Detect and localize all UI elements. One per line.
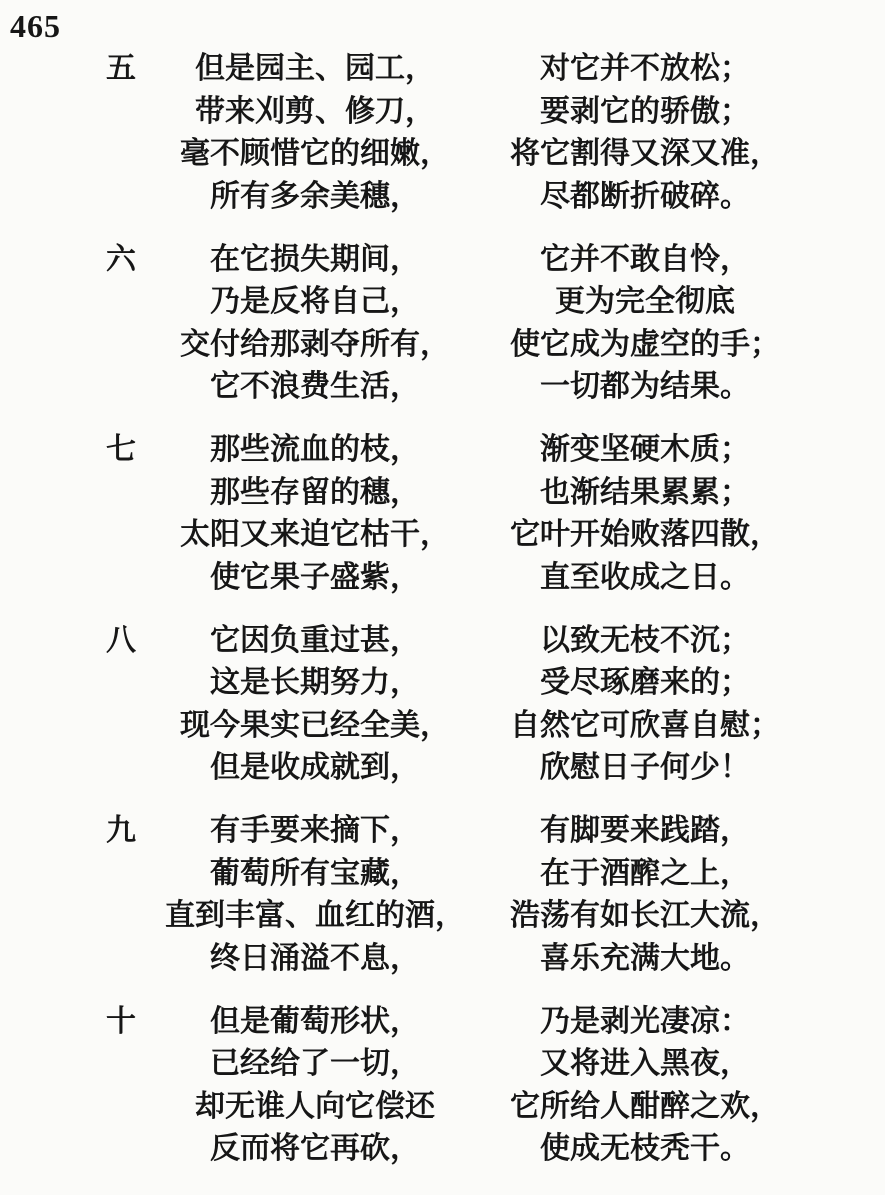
stanza-7 [0,429,885,599]
verse-half-right: 自然它可欣喜自慰； [510,708,780,742]
verse-half-left: 带来刈剪、修刀， [195,94,435,128]
verse-half-left: 它不浪费生活， [210,370,420,403]
verse-half-left: 直到丰富、血红的酒， [165,899,465,932]
page-number: 465 [10,8,61,44]
verse-half-left: 但是收成就到， [210,751,420,784]
verse-half-right: 要剥它的骄傲； [540,94,750,128]
stanza-number: 九 [106,814,136,847]
stanza-6 [0,239,885,409]
stanza-number: 十 [106,1004,136,1038]
verse-half-right: 渐变坚硬木质； [540,433,750,466]
verse-line [0,938,885,981]
verse-half-right: 更为完全彻底 [555,285,735,318]
verse-half-left: 所有多余美穗， [210,179,420,213]
verse-line [0,1128,885,1171]
verse-half-left: 那些流血的枝， [210,433,420,466]
verse-line [0,91,885,134]
verse-half-right: 将它割得又深又准， [510,137,780,170]
verse-half-left: 毫不顾惜它的细嫩， [180,137,450,170]
stanza-number: 六 [106,242,136,276]
stanza-number: 五 [106,52,136,85]
verse-half-left: 终日涌溢不息， [210,941,420,975]
verse-line [0,514,885,557]
verse-half-right: 它所给人酣醉之欢， [510,1089,780,1123]
verse-half-right: 欣慰日子何少！ [540,751,750,784]
verse-half-left: 但是葡萄形状， [210,1004,420,1038]
stanza-number: 七 [106,433,136,466]
verse-half-right: 它叶开始败落四散， [510,518,780,551]
stanza-number: 八 [106,623,136,657]
poem-body [0,48,885,1191]
verse-line [0,662,885,705]
verse-half-left: 使它果子盛紫， [210,560,420,594]
verse-half-left: 反而将它再砍， [210,1132,420,1165]
verse-half-left: 现今果实已经全美， [180,708,450,742]
verse-half-right: 使它成为虚空的手； [510,327,780,361]
verse-line [0,853,885,896]
verse-line [0,324,885,367]
verse-half-right: 乃是剥光凄凉： [540,1004,750,1038]
stanza-9 [0,810,885,980]
verse-half-left: 那些存留的穗， [210,475,420,509]
verse-half-right: 浩荡有如长江大流， [510,899,780,932]
verse-half-left: 交付给那剥夺所有， [180,327,450,361]
verse-half-left: 已经给了一切， [210,1047,420,1080]
verse-half-right: 以致无枝不沉； [540,623,750,657]
verse-half-left: 有手要来摘下， [210,814,420,847]
verse-half-right: 一切都为结果。 [540,370,750,403]
verse-half-left: 在它损失期间， [210,242,420,276]
verse-half-right: 又将进入黑夜， [540,1047,750,1080]
verse-half-left: 葡萄所有宝藏， [210,856,420,890]
verse-half-right: 也渐结果累累； [540,475,750,509]
verse-line [0,281,885,324]
verse-half-right: 喜乐充满大地。 [540,941,750,975]
verse-line [0,366,885,409]
verse-line [0,557,885,600]
verse-half-right: 直至收成之日。 [540,560,750,594]
stanza-5 [0,48,885,218]
verse-line [0,705,885,748]
verse-line [0,747,885,790]
verse-half-left: 乃是反将自己， [210,285,420,318]
verse-half-left: 它因负重过甚， [210,623,420,657]
verse-line [0,1043,885,1086]
verse-half-right: 受尽琢磨来的； [540,666,750,699]
verse-half-right: 它并不敢自怜， [540,242,750,276]
verse-line [0,1086,885,1129]
verse-half-right: 尽都断折破碎。 [540,179,750,213]
verse-line [0,176,885,219]
verse-half-left: 太阳又来迫它枯干， [180,518,450,551]
verse-half-right: 在于酒醡之上， [540,856,750,890]
verse-half-right: 有脚要来践踏， [540,814,750,847]
verse-line [0,472,885,515]
verse-half-right: 使成无枝秃干。 [540,1132,750,1165]
verse-half-left: 这是长期努力， [210,666,420,699]
verse-line [0,133,885,176]
verse-half-left: 却无谁人向它偿还 [195,1089,435,1123]
verse-half-left: 但是园主、园工， [195,52,435,85]
stanza-10 [0,1001,885,1171]
verse-line [0,895,885,938]
stanza-8 [0,620,885,790]
verse-half-right: 对它并不放松； [540,52,750,85]
